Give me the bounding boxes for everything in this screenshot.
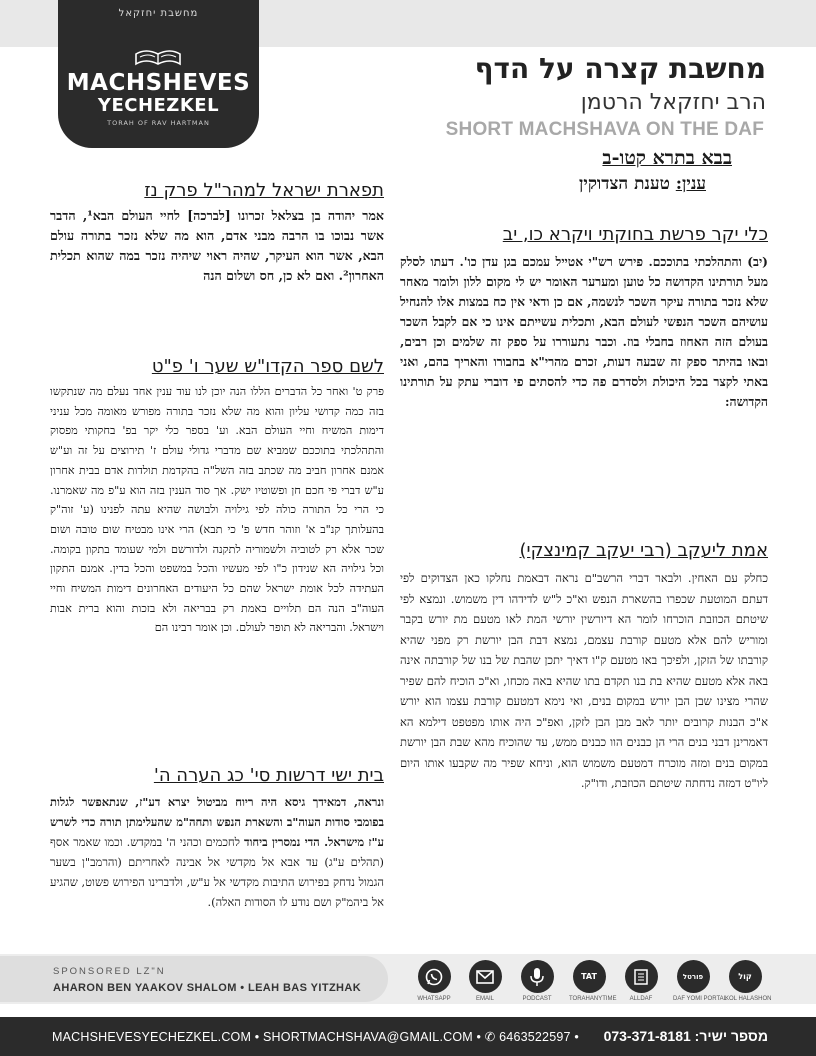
email-link[interactable] [465, 960, 505, 1002]
logo-hebrew: מחשבת יחזקאל [118, 8, 199, 19]
paragraph-text: כחלק עם האחין. ולבאר דברי הרשב"ם נראה דבאמת נחלקו כאן הצדוקים לפי דעתם המוטעת שכפרו בהשארת הנפש וא"כ ל"ש לדידהו דין משמוש. ונמצא לפי שיטתם הכוזבת הוכרחו לומר הא דיורשין יורשי המת לאו מטעם מת יורש בקבר ומוריש להם אלא מטעם קורבת עצמם, נמצא דבת הבן יורשת רק מפני שהיא קורבתו של הזקן, ולפיכך באו מטעם ק"ו דאיך יתכן שהבת של בנו של קורבתה אינה באה אלא מטעם שהיא בת בנו תקדם בתו שהיא באה מכחו, וא"כ הוכיח להם שפיר שהרי מצינו שבן הבן יורש במקום בנים, ואי נימא דמטעם קורבת עצמו הוא יורש א"כ הבנות קרובים יותר לאב מבן הבן לזקן, ואפ"כ היה אותו מפטפט דילמא הא דאמרינן דבני בנים הרי הן כבנים הוו כבנים ממש, עד שהוכיח מהא שבת הבן יורשת במקום בנים ומזה מוכרח דמטעם משמוש הוא, וניחא שפיר מה שקבעו אותו היום ליו"ט דמזה נדחתה שיטתם הכוזבת, ודו"ק. [400, 571, 768, 790]
dafyomi-portal-icon: פורטל [677, 960, 710, 993]
inyan-label: ענין: [675, 174, 706, 194]
daf-reference: בבא בתרא קטו-ב [602, 147, 732, 169]
sponsor-names: AHARON BEN YAAKOV SHALOM • LEAH BAS YITZHAK [53, 982, 362, 994]
sponsor-label: SPONSORED LZ"N [53, 966, 166, 977]
paragraph-text: פרק ט' ואחר כל הדברים הללו הנה יוכן לנו עוד ענין אחד נעלם מה שנתקשו בזה כמה קדושי עליון והוא מה שלא נזכר בתורה מפורש מאומה מכל עניני דימות המשיח וחיי העולם הבא. וע' בספר כלי יקר בפ' בחקותי מפסוק והתהלכתי בתוככם שמביא שם מדברי גדולי עולם ז' תירוצים על זה וע"ש אמנם אחרון חביב מה שכתב בזה השל"ה בהקדמת תולדות אדם בבית אחרון ע"ש דברי פי חכם חן ופשוטיו ישק. אך סוד הענין בזה הוא ע"פ מה שאמרנו. כי הרי כל התורה כולה לפי גילויה ולבושה שהיא עתה לפנינו (ע' זוה"ק בהעלותך קנ"ב א' וזוהר חדש פ' כי תבא) הרי אינו מבטיח שום טובה ושום שכר אלא רק לטוביה ולשמוריה לתקנה ולדורשם ולמי שעומד בתקון בקומה. וכל גילויה הא שנידון כ"ו לפי מעשיו והכל במשפט והכל בדין. אמנם התקון העתידה לכל אומת ישראל שהם כל היעודים האחרונים דימות המשיח וחיי העוה"ב הנה הם תלויים באמת רק בבריאה ולא בזכות והוא ברית אבות וישראל. והבריאה לא תופר לעולם. וכן אומר רבינו הם [50, 385, 384, 635]
footer [0, 1017, 816, 1056]
rabbi-name: הרב יחזקאל הרטמן [580, 90, 766, 115]
icon-label: ALLDAF [629, 996, 653, 1002]
paragraph-bold: (יב) והתהלכתי בתוככם. פירש רש"י אטייל עמכם בגן עדן כו'. דעתו לסלק מעל תורתינו הקדושה כל טוען ומערער האומר יש לי מקום ללון ולומר מאחר שלא נזכר בתורה עיקר השכר לנשמה, אם כן ודאי אין כח במצות אלו להנחיל עושיהם השכר הנפשי לעולם הבא, ותכלית עשייתם אינו כי אם לקבל השכר בעולם הזה האחוז בחבלי בוז. וכבר נתעוררו על ספק זה שלמים וכן רבים, ובאו בהיתר ספק זה שבעה דעות, זכרם מהרי"א בחבורו והאריך בהם, ואני באתי לקצר בכל היכולת ולסדרם פה כדי להסתים פי דוברי עתק על תורתינו הקדושה: [400, 254, 768, 409]
section-title-leshem: לשם ספר הקדו"ש שער ו' פ"ט [151, 356, 384, 377]
paragraph-text: לחכמים וכהני ה' במקדש. וכמו שאמר אסף (תהלים ע"ג) עד אבא אל מקדשי אל אבינה לאחריתם (והרמב"ן בשער הגמול נדחק בפירוש התיבות מקדשי אל ע"ש, ולדברינו הפירוש פשוט, שהגיע אל ביהמ"ק ושם נודע לו הסודות האלה). [50, 835, 384, 909]
icon-label: TORAHANYTIME [569, 996, 617, 1002]
section-title-tiferes-yisrael: תפארת ישראל למהר"ל פרק נז [144, 180, 384, 201]
section-body-leshem [50, 382, 384, 638]
inyan-text: טענת הצדוקין [579, 174, 676, 194]
book-icon [134, 48, 182, 66]
logo [58, 0, 259, 148]
footer-contact[interactable]: MACHSHEVESYECHEZKEL.COM • SHORTMACHSHAVA@GMAIL.COM • ✆ 6463522597 • [52, 1030, 579, 1044]
section-body-beis-yishai [50, 792, 384, 912]
email-icon [469, 960, 502, 993]
page-title: מחשבת קצרה על הדף [474, 52, 766, 85]
section-body-kli-yakar [400, 252, 768, 412]
logo-title-1: MACHSHEVES [66, 70, 251, 96]
whatsapp-icon [418, 960, 451, 993]
logo-tagline: TORAH OF RAV HARTMAN [107, 119, 210, 127]
section-title-beis-yishai: בית ישי דרשות סי' כג הערה ה' [153, 765, 384, 786]
section-body-tiferes-yisrael [50, 206, 384, 286]
icon-label: PODCAST [522, 996, 552, 1002]
icon-label: EMAIL [475, 996, 494, 1002]
paragraph-bold: אמר יהודה בן בצלאל זכרונו [לברכה] לחיי העולם הבא¹, הדבר אשר נבוכו בו הרבה מבני אדם, הוא מה שלא נזכר בתורה עולם הבא, אשר הוא העיקר, שהיה ראוי שיהיה נזכר במה שהוא תכלית האחרון². ואם לא כן, חס ושלום הנה [50, 208, 384, 283]
section-title-kli-yakar: כלי יקר פרשת בחוקתי ויקרא כו, יב [502, 224, 768, 245]
kolhalashon-icon: קול [729, 960, 762, 993]
icon-label: KOL HALASHON [725, 996, 772, 1002]
kolhalashon-link[interactable] [725, 960, 772, 1002]
torahanytime-icon: TAT [573, 960, 606, 993]
podcast-icon [521, 960, 554, 993]
dafyomi-portal-link[interactable] [673, 960, 728, 1002]
section-body-emes-leyaakov [400, 568, 768, 794]
sponsor-box [0, 956, 388, 1002]
icon-label: DAF YOMI PORTAL [673, 996, 728, 1002]
english-title: SHORT MACHSHAVA ON THE DAF [445, 119, 764, 140]
alldaf-icon [625, 960, 658, 993]
social-icons [414, 960, 774, 1006]
alldaf-link[interactable] [621, 960, 661, 1002]
logo-title-2: YECHEZKEL [97, 95, 220, 116]
whatsapp-link[interactable] [414, 960, 454, 1002]
paragraph-bold: ונראה, דמאידך גיסא היה ריוח מביטול יצרא דע"ז, שנתאפשר לגלות בפומבי סודות העוה"ב והשארת הנפש ותחה"מ שהעלימתן תורה כדי לשרש ע"ז מישראל. הדי נמסרין ביחוד [50, 795, 384, 849]
torahanytime-link[interactable] [569, 960, 617, 1002]
icon-label: WHATSAPP [417, 996, 451, 1002]
inyan-line [579, 174, 706, 194]
section-title-emes-leyaakov: אמת ליעקב (רבי יעקב קמינצקי) [519, 540, 768, 561]
footer-phone[interactable]: מספר ישיר: 073-371-8181 [603, 1028, 768, 1044]
podcast-link[interactable] [517, 960, 557, 1002]
